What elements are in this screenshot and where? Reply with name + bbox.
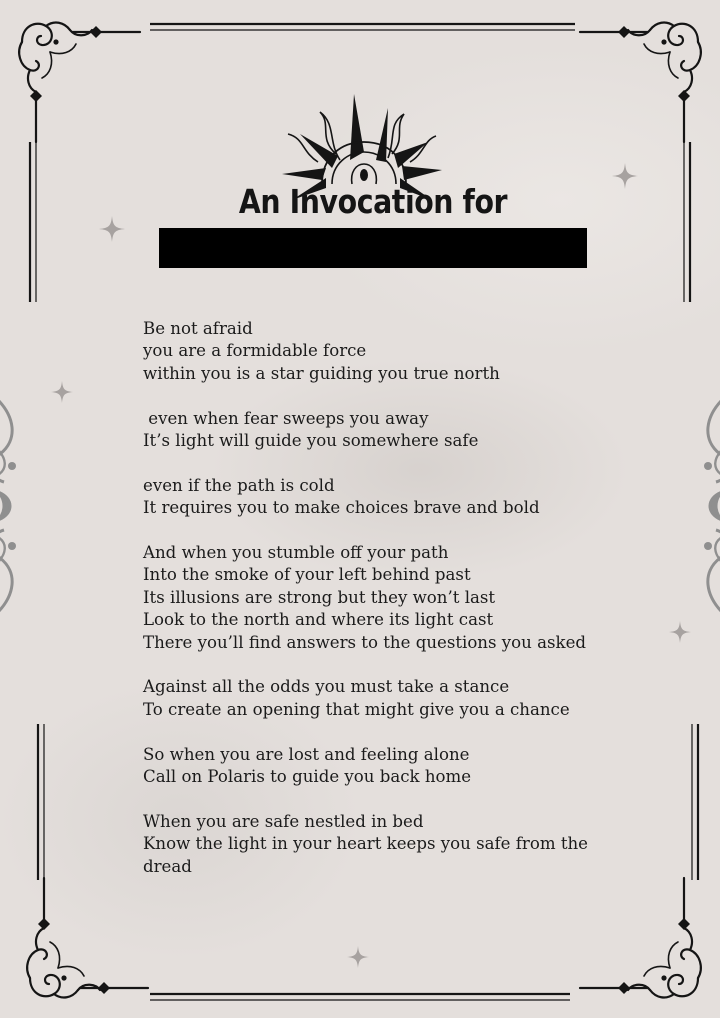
stanza — [143, 744, 613, 789]
poem-line: When you are safe nestled in bed — [143, 811, 424, 831]
poem-line: even when fear sweeps you away — [143, 408, 429, 428]
corner-flourish-icon-bottom-left — [27, 878, 148, 997]
page-title: An Invocation for — [238, 182, 508, 221]
sparkle-star-icon — [99, 216, 125, 242]
side-ornament-icon-left — [0, 396, 16, 616]
poem-line: even if the path is cold — [143, 475, 335, 495]
stanza — [143, 542, 613, 654]
sparkle-star-icon — [612, 163, 638, 189]
redaction-bar — [159, 228, 587, 268]
poem-line: Into the smoke of your left behind past — [143, 565, 471, 585]
poem-line: It’s light will guide you somewhere safe — [143, 431, 479, 451]
stanza — [143, 318, 613, 385]
poem-line: Look to the north and where its light cast — [143, 610, 494, 630]
poem-line: you are a formidable force — [143, 341, 367, 361]
corner-flourish-icon-top-right — [580, 23, 701, 142]
poem-line: Know the light in your heart keeps you safe from the dread — [143, 834, 594, 876]
poem-line: Call on Polaris to guide you back home — [143, 767, 472, 787]
poem-line: So when you are lost and feeling alone — [143, 744, 470, 764]
poem-line: within you is a star guiding you true north — [143, 363, 500, 383]
sparkle-star-icon — [669, 621, 691, 643]
stanza — [143, 811, 613, 878]
poem-line: It requires you to make choices brave and bold — [143, 498, 540, 518]
stanza — [143, 408, 613, 453]
poem-line: To create an opening that might give you a chance — [143, 699, 570, 719]
corner-flourish-icon-top-left — [19, 23, 140, 142]
stanza — [143, 676, 613, 721]
side-ornament-icon-right — [704, 396, 720, 616]
poem-line: And when you stumble off your path — [143, 543, 449, 563]
poem-body — [143, 318, 613, 900]
poem-line: Against all the odds you must take a stance — [143, 677, 510, 697]
sparkle-star-icon — [51, 381, 73, 403]
poem-line: Its illusions are strong but they won’t last — [143, 587, 496, 607]
sparkle-star-icon — [347, 946, 369, 968]
poem-line: There you’ll find answers to the questions you asked — [143, 632, 587, 652]
poem-line: Be not afraid — [143, 319, 253, 338]
stanza — [143, 475, 613, 520]
